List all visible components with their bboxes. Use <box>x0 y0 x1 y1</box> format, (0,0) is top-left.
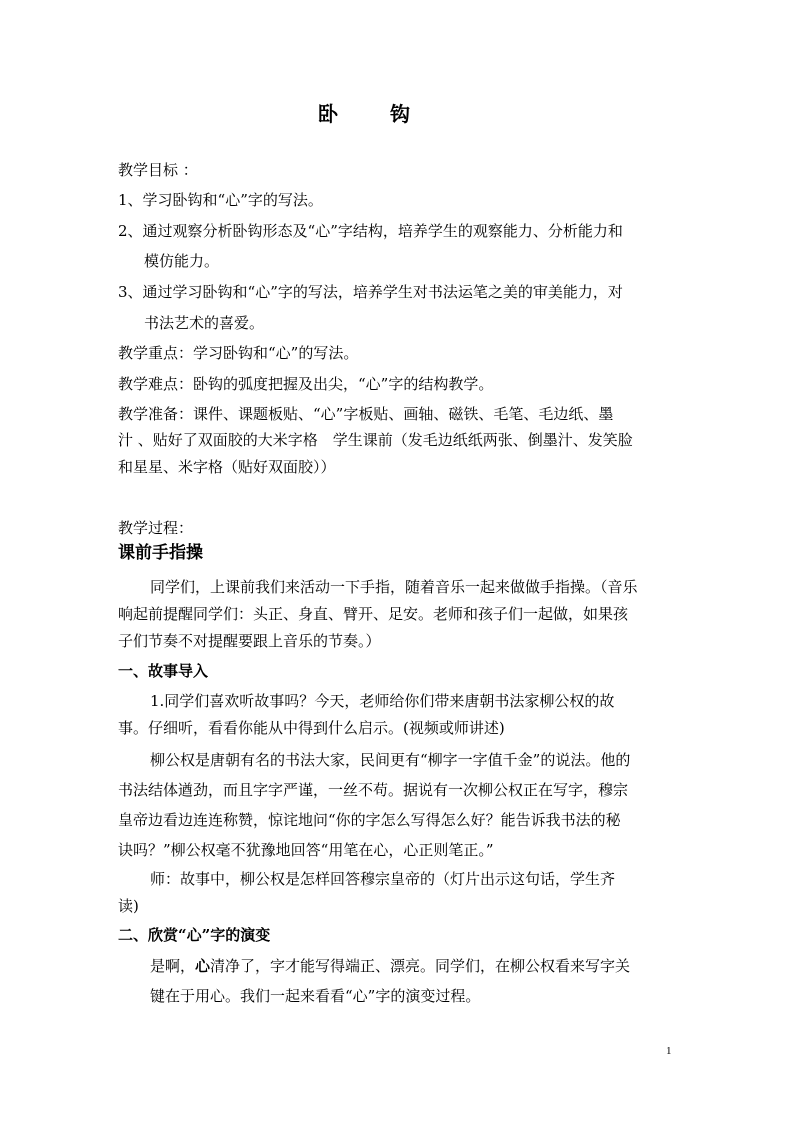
section1-heading: 一、故事导入 <box>118 662 209 680</box>
s1-p1-line1: 1.同学们喜欢听故事吗？今天，老师给你们带来唐朝书法家柳公权的故 <box>150 692 615 710</box>
difficulty: 教学难点：卧钩的弧度把握及出尖，“心”字的结构教学。 <box>118 375 494 393</box>
warmup-line3: 子们节奏不对提醒要跟上音乐的节奏。） <box>118 632 381 650</box>
warmup-line1: 同学们，上课前我们来活动一下手指，随着音乐一起来做做手指操。（音乐 <box>150 578 638 596</box>
s1-p1-line2: 事。仔细听，看看你能从中得到什么启示。(视频或师讲述) <box>118 719 505 737</box>
process-label: 教学过程： <box>118 519 194 537</box>
objectives-label: 教学目标 ： <box>118 161 198 179</box>
s2-line1 <box>150 954 630 978</box>
s1-p2-line1: 柳公权是唐朝有名的书法大家，民间更有“柳字一字值千金”的说法。他的 <box>150 751 631 769</box>
s1-p2-line4: 诀吗？”柳公权毫不犹豫地回答“用笔在心，心正则笔正。” <box>118 841 494 859</box>
preparation-line3: 和星星、米字格（贴好双面胶）） <box>118 458 336 476</box>
objective-1: 1、学习卧钩和“心”字的写法。 <box>118 191 323 209</box>
objective-2-line1: 2、通过观察分析卧钩形态及“心”字结构，培养学生的观察能力、分析能力和 <box>118 222 623 240</box>
objective-3-line1: 3、通过学习卧钩和“心”字的写法，培养学生对书法运笔之美的审美能力，对 <box>118 283 623 301</box>
key-point: 教学重点：学习卧钩和“心”的写法。 <box>118 344 359 362</box>
objective-2-line2: 模仿能力。 <box>144 252 220 270</box>
s1-p2-line3: 皇帝边看边连连称赞，惊诧地问“你的字怎么写得怎么好？能告诉我书法的秘 <box>118 811 621 829</box>
preparation-line2: 汁 、贴好了双面胶的大米字格 学生课前（发毛边纸纸两张、倒墨汁、发笑脸 <box>118 431 633 449</box>
title-char-1: 卧 <box>318 102 340 126</box>
s1-p3-line1: 师：故事中，柳公权是怎样回答穆宗皇帝的（灯片出示这句话，学生齐 <box>150 870 616 888</box>
s2-line1-post: 清净了，字才能写得端正、漂亮。同学们，在柳公权看来写字关 <box>210 957 631 975</box>
title-char-2: 钩 <box>390 102 412 126</box>
section2-heading: 二、欣赏“心”字的演变 <box>118 926 271 944</box>
warmup-line2: 响起前提醒同学们：头正、身直、臂开、足安。老师和孩子们一起做，如果孩 <box>118 605 629 623</box>
page-title <box>0 98 730 127</box>
s2-line1-bold: 心 <box>195 957 211 975</box>
preparation-line1: 教学准备：课件、课题板贴、“心”字板贴、画轴、磁铁、毛笔、毛边纸、墨 <box>118 405 614 423</box>
s1-p2-line2: 书法结体遒劲，而且字字严谨，一丝不苟。据说有一次柳公权正在写字，穆宗 <box>118 781 629 799</box>
warmup-heading: 课前手指操 <box>118 543 203 563</box>
s2-line1-pre: 是啊， <box>150 957 196 975</box>
objective-3-line2: 书法艺术的喜爱。 <box>144 314 265 332</box>
s1-p3-line2: 读) <box>118 897 139 915</box>
s2-line2: 键在于用心。我们一起来看看“心”字的演变过程。 <box>150 987 481 1005</box>
page-number: 1 <box>666 1045 672 1057</box>
